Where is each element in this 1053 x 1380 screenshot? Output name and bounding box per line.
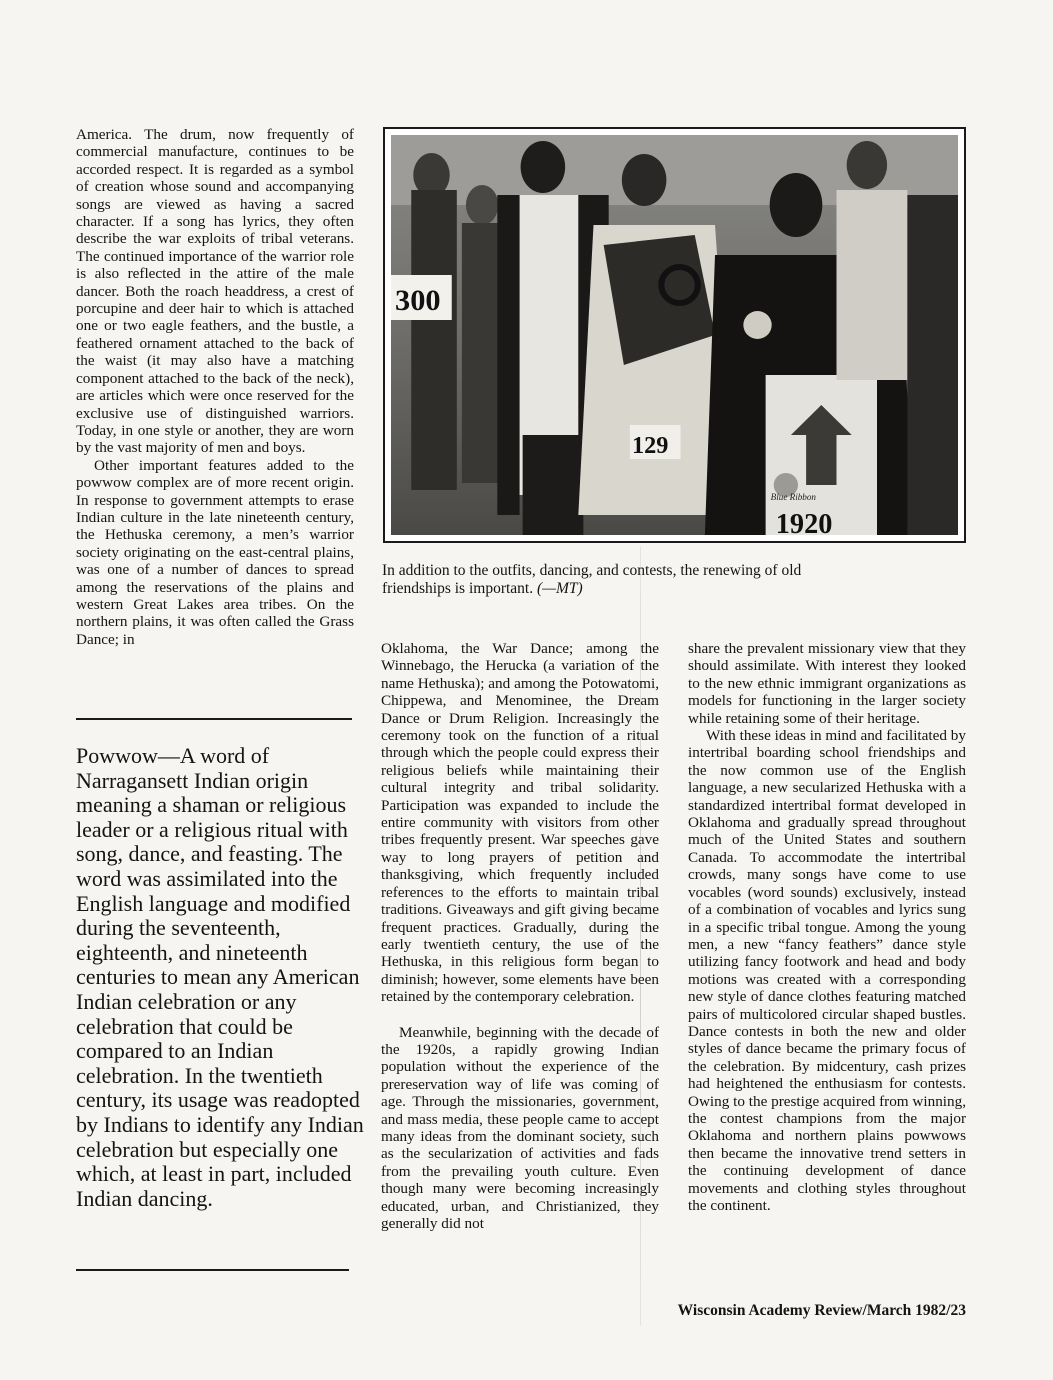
left-paragraph-2: Other important features added to the powwow complex are of more recent origin. In response to government attempts to erase Indian culture in the late nineteenth century, the Hethuska ceremony, a men’s warrior society originating on the east-central plains, was one of a number of dances to spread among the reservations of the plains and western Great Lakes area tribes. On the northern plains, it was often called the Grass Dance; in: [76, 456, 354, 648]
left-paragraph-1: America. The drum, now frequently of commercial manufacture, continues to be accorded respect. It is regarded as a symbol of creation whose sound and accompanying songs are viewed as having a sacred character. If a song has lyrics, they often describe the war exploits of tribal veterans. The continued importance of the warrior role is also reflected in the attire of the male dancer. Both the roach headdress, a crest of porcupine and deer hair to which is attached one or two eagle feathers, and the bustle, a feathered ornament attached to the back of the waist (it may also have a matching component attached to the back of the neck), are articles which were once reserved for the exclusive use of distinguished warriors. Today, in one style or another, they are worn by the vast majority of men and boys.: [76, 126, 354, 457]
powwow-definition-sidebar: Powwow—A word of Narragansett Indian origin meaning a shaman or religious leader or a religious ritual with song, dance, and feasting. The word was assimilated into the English language and modified during the seventeenth, eighteenth, and nineteenth centuries to mean any American Indian celebration or any celebration that could be compared to an Indian celebration. In the twentieth century, its usage was readopted by Indians to identify any Indian celebration but especially one which, at least in part, included Indian dancing.: [76, 743, 364, 1211]
sidebar-bottom-rule: [76, 1269, 349, 1271]
page-footer: Wisconsin Academy Review/March 1982/23: [677, 1302, 966, 1319]
right-column: [688, 640, 966, 1214]
powwow-photograph: [383, 127, 966, 543]
photo-number-bottom: 1920: [775, 509, 833, 535]
photo-caption: [382, 562, 822, 598]
photo-image: [391, 135, 958, 535]
photo-number-middle: 129: [631, 432, 669, 459]
photo-number-left: 300: [395, 283, 441, 317]
photo-ribbon-label: Blue Ribbon: [770, 492, 816, 502]
caption-text: In addition to the outfits, dancing, and contests, the renewing of old friendships is important.: [382, 562, 802, 597]
right-paragraph-2: With these ideas in mind and facilitated by intertribal boarding school friendships and the now common use of the English language, a new secularized Hethuska with a standardized intertribal format developed in Oklahoma and gradually spread throughout much of the United States and southern Canada. To accommodate the intertribal crowds, many songs have come to use vocables (word sounds) exclusively, instead of a combination of vocables and lyrics sung in a specific tribal tongue. Among the young men, a new “fancy feathers” dance style utilizing fancy footwork and head and body motions was created with a corresponding new style of dance clothes featuring matched pairs of multicolored circular shaped bustles. Dance contests in both the new and older styles of dance became the primary focus of the celebration. By midcentury, cash prizes had heightened the enthusiasm for contests. Owing to the prestige acquired from winning, the contest champions from the major Oklahoma and northern plains powwows then became the innovative trend setters in the continuing development of dance movements and clothing styles throughout the continent.: [688, 727, 966, 1214]
middle-paragraph-2: Meanwhile, beginning with the decade of the 1920s, a rapidly growing Indian population without the experience of the prereservation way of life was coming of age. Through the missionaries, government, and mass media, these people came to accept many ideas from the dominant society, such as the secularization of activities and fads from the prevailing youth culture. Even though many were becoming increasingly educated, urban, and Christianized, they generally did not: [381, 1023, 659, 1232]
left-column: [76, 126, 354, 648]
sidebar-top-rule: [76, 718, 352, 720]
middle-paragraph-1: Oklahoma, the War Dance; among the Winnebago, the Herucka (a variation of the name Hethuska); and among the Potowatomi, Chippewa, and Menominee, the Dream Dance or Drum Religion. Increasingly the ceremony took on the function of a ritual through which the people could express their religious beliefs while maintaining their cultural integrity and tribal solidarity. Participation was expanded to include the entire community with visitors from other tribes frequently present. War speeches gave way to long prayers of petition and thanksgiving, which frequently included references to the efforts to maintain tribal traditions. Giveaways and gift giving became frequent practices. Gradually, during the early twentieth century, the use of the Hethuska, in this religious form began to diminish; however, some elements have been retained by the contemporary celebration.: [381, 640, 659, 1006]
caption-credit: (—MT): [537, 580, 583, 597]
middle-column: [381, 640, 659, 1232]
right-paragraph-1: share the prevalent missionary view that they should assimilate. With interest they looked to the new ethnic immigrant organizations as models for functioning in the larger society while retaining some of their heritage.: [688, 640, 966, 727]
